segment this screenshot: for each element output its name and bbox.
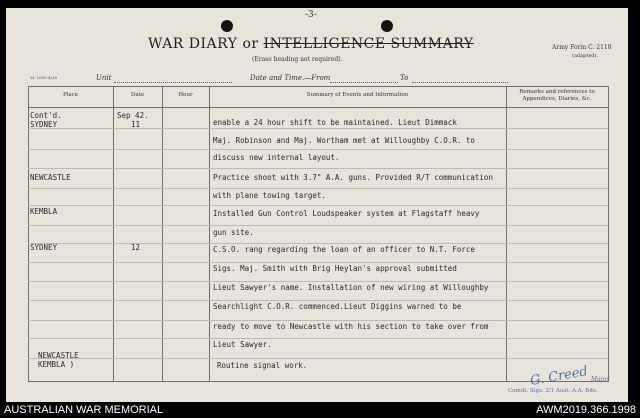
table-bottom-rule	[28, 381, 608, 382]
row-rule	[28, 149, 608, 150]
row-rule	[28, 320, 608, 321]
entry-summary: enable a 24 hour shift to be maintained. Lieut Dimmack	[213, 118, 457, 127]
entry-summary: discuss new internal layout.	[213, 153, 340, 162]
column-header-hour: Hour	[178, 92, 193, 98]
entry-date: 11	[131, 120, 141, 129]
entry-summary: Sigs. Maj. Smith with Brig Heylan's approval submitted	[213, 264, 457, 273]
row-rule	[28, 168, 608, 169]
date-from-field-line	[330, 82, 398, 83]
row-rule	[28, 225, 608, 226]
table-top-rule	[28, 86, 608, 87]
column-header-place: Place	[62, 92, 79, 98]
entry-place: KEMBLA	[30, 207, 58, 216]
entry-summary: Searchlight C.O.R. commenced.Lieut Diggins warned to be	[213, 302, 462, 311]
column-header-remarks: Remarks and references to Appendices, Diaries, &c.	[519, 89, 595, 102]
print-code: M. 1000 4/38	[30, 75, 58, 80]
entry-summary: Lieut Sawyer's name. Installation of new wiring at Willoughby	[213, 283, 489, 292]
row-rule	[28, 338, 608, 339]
entry-place: NEWCASTLE	[38, 351, 79, 360]
row-rule	[28, 262, 608, 263]
entry-date: 12	[131, 243, 141, 252]
row-rule	[28, 281, 608, 282]
row-rule	[28, 188, 608, 189]
row-rule	[28, 358, 608, 359]
form-subtitle: (Erase heading not required).	[252, 56, 343, 63]
footer-institution: AUSTRALIAN WAR MEMORIAL	[4, 404, 164, 416]
entry-place: Cont'd.	[30, 111, 62, 120]
page-number: -3-	[305, 10, 317, 20]
row-rule	[28, 205, 608, 206]
entry-summary: Installed Gun Control Loudspeaker system at Flagstaff heavy	[213, 209, 480, 218]
footer-accession-number: AWM2019.366.1998	[536, 404, 636, 416]
title-war-diary: WAR DIARY	[148, 36, 238, 52]
entry-place: NEWCASTLE	[30, 173, 71, 182]
entry-summary: Routine signal work.	[217, 361, 308, 370]
entry-summary: C.S.O. rang regarding the loan of an officer to N.T. Force	[213, 245, 475, 254]
title-or: or	[242, 36, 259, 52]
handwritten-signature: G. Creed	[529, 364, 589, 389]
entry-place: SYDNEY	[30, 243, 58, 252]
signature-stamp: Comdt. Sigs. 2/1 Aust. A.A. Bde.	[508, 388, 598, 394]
unit-label: Unit	[96, 74, 112, 82]
row-rule	[28, 128, 608, 129]
form-title	[148, 36, 474, 52]
column-rule	[608, 86, 609, 382]
form-reference: Army Form C. 2118	[552, 44, 612, 51]
date-to-field-line	[412, 82, 508, 83]
entry-date: Sep 42.	[117, 111, 149, 120]
entry-summary: with plane towing target.	[213, 191, 326, 200]
entry-place: KEMBLA )	[38, 360, 75, 369]
form-reference-note: (adapted).	[572, 53, 599, 59]
entry-summary: Lieut Sawyer.	[213, 340, 272, 349]
row-rule	[28, 300, 608, 301]
column-header-summary: Summary of Events and Information	[306, 92, 409, 98]
signature-title: Major	[591, 376, 610, 383]
entry-summary: ready to move to Newcastle with his section to take over from	[213, 322, 489, 331]
entry-summary: gun site.	[213, 228, 254, 237]
punch-hole	[381, 20, 393, 32]
entry-summary: Practice shoot with 3.7" A.A. guns. Provided R/T communication	[213, 173, 493, 182]
table-header-rule	[28, 107, 608, 108]
entry-summary: Maj. Robinson and Maj. Wortham met at Willoughby C.O.R. to	[213, 136, 475, 145]
to-label: To	[400, 74, 409, 82]
row-rule	[28, 243, 608, 244]
column-header-date: Date	[130, 92, 145, 98]
unit-field-line	[114, 82, 232, 83]
title-intelligence-summary: INTELLIGENCE SUMMARY	[263, 36, 474, 52]
date-time-label: Date and Time.—From	[250, 74, 331, 82]
punch-hole	[221, 20, 233, 32]
entry-place: SYDNEY	[30, 120, 58, 129]
